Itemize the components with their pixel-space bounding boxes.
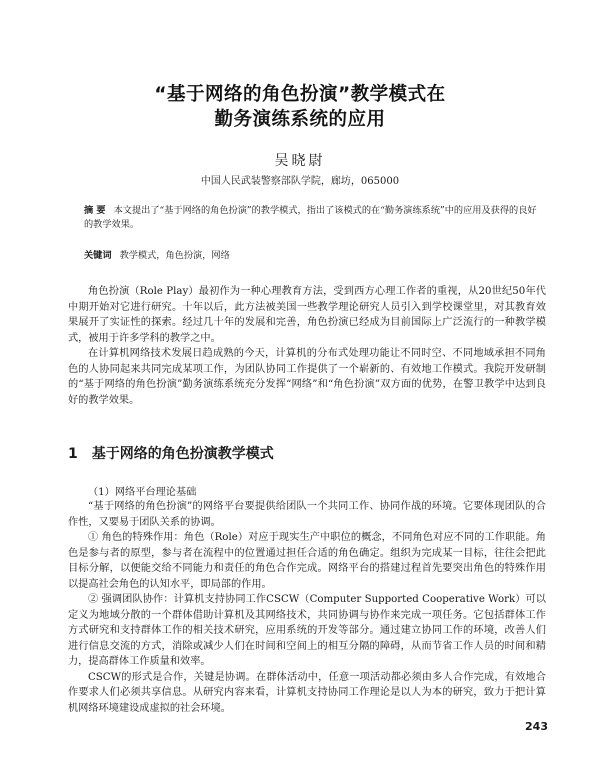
title-line-1: “基于网络的角色扮演”教学模式在	[154, 84, 446, 105]
title-line-2: 勤务演练系统的应用	[214, 109, 386, 130]
keywords-text: 教学模式，角色扮演，网络	[119, 250, 230, 261]
section-heading	[68, 443, 274, 463]
abstract-label: 摘 要	[84, 205, 106, 216]
abstract	[84, 204, 544, 232]
abstract-text: 本文提出了“基于网络的角色扮演”的教学模式，指出了该模式的在“勤务演练系统”中的应用及获得的良好的教学效果。	[84, 205, 537, 230]
subsection-heading: （1）网络平台理论基础	[88, 487, 197, 498]
author-affiliation: 中国人民武装警察部队学院，廊坊，065000	[200, 176, 400, 187]
introduction	[68, 284, 546, 408]
author-name: 吴晓尉	[274, 153, 326, 169]
page-number: 243	[525, 720, 548, 733]
section-body	[68, 499, 546, 716]
section-paragraph: “基于网络的角色扮演”的网络平台要提供给团队一个共同工作、协同作战的环境。它要体现团队的合作性，又要易于团队关系的协调。	[68, 501, 546, 528]
keywords-label: 关键词	[84, 250, 112, 261]
intro-paragraph: 角色扮演（Role Play）最初作为一种心理教育方法，受到西方心理工作者的重视，从20世纪50年代中期开始对它进行研究。十年以后，此方法被美国一些教学理论研究人员引入到学校课堂里，对其教育效果展开了实证性的探索。经过几十年的发展和完善，角色扮演已经成为目前国际上广泛流行的一种教学模式，被用于许多学科的教学之中。	[68, 286, 546, 344]
intro-paragraph: 在计算机网络技术发展日趋成熟的今天，计算机的分布式处理功能让不同时空、不同地域承担不同角色的人协同起来共同完成某项工作，为团队协同工作提供了一个崭新的、有效地工作模式。我院开发研制的“基于网络的角色扮演”勤务演练系统充分发挥“网络”和“角色扮演”双方面的优势，在警卫教学中达到良好的教学效果。	[68, 348, 546, 406]
paper-title	[40, 82, 560, 132]
section-paragraph: ① 角色的特殊作用：角色（Role）对应于现实生产中职位的概念，不同角色对应不同的工作职能。角色是参与者的原型，参与者在流程中的位置通过担任合适的角色确定。组织为完成某一目标，往往会把此目标分解，以便能交给不同能力和责任的角色合作完成。网络平台的搭建过程首先要突出角色的特殊作用以提高社会角色的认知水平，即局部的作用。	[68, 532, 546, 590]
keywords	[84, 249, 544, 263]
section-title: 基于网络的角色扮演教学模式	[91, 446, 274, 462]
section-number: 1	[68, 446, 78, 462]
section-paragraph: ② 强调团队协作：计算机支持协同工作CSCW（Computer Supported Cooperative Work）可以定义为地域分散的一个群体借助计算机及其网络技术，共同协调与协作来完成一项任务。它包括群体工作方式研究和支持群体工作的相关技术研究，应用系统的开发等部分。通过建立协同工作的环境，改善人们进行信息交流的方式，消除或减少人们在时间和空间上的相互分隔的障碍，从而节省工作人员的时间和精力，提高群体工作质量和效率。	[68, 594, 546, 667]
section-paragraph: CSCW的形式是合作，关键是协调。在群体活动中，任意一项活动都必须由多人合作完成，有效地合作要求人们必须共享信息。从研究内容来看，计算机支持协同工作理论是以人为本的研究，致力于把计算机网络环境建设成虚拟的社会环境。	[68, 671, 546, 714]
